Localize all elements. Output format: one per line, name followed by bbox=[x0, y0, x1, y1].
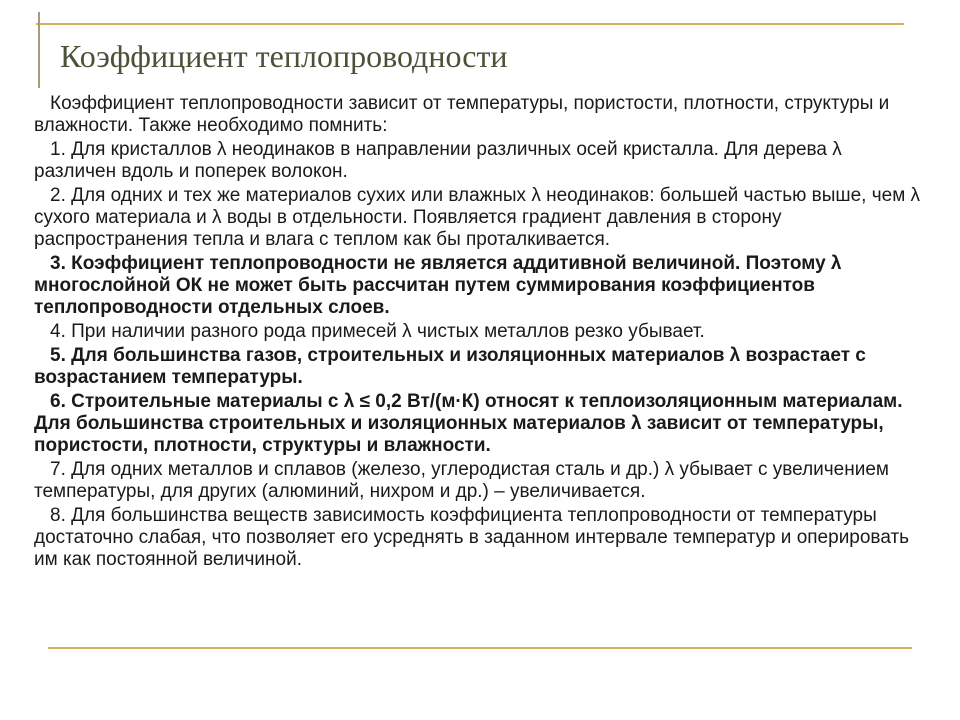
paragraph-item-5: 5. Для большинства газов, строительных и изоляционных материалов λ возрастает с возрастанием температуры. bbox=[34, 345, 866, 388]
slide-title: Коэффициент теплопроводности bbox=[60, 38, 508, 74]
paragraph-item-7: 7. Для одних металлов и сплавов (железо, углеродистая сталь и др.) λ убывает с увеличением температуры, для других (алюминий, нихром и др.) – увеличивается. bbox=[34, 459, 889, 502]
paragraph-item-8: 8. Для большинства веществ зависимость коэффициента теплопроводности от температуры достаточно слабая, что позволяет его усреднять в заданном интервале температур и оперировать им как постоянной величиной. bbox=[34, 505, 910, 570]
bottom-decorative-line bbox=[48, 647, 912, 649]
paragraph-item-1: 1. Для кристаллов λ неодинаков в направлении различных осей кристалла. Для дерева λ различен вдоль и поперек волокон. bbox=[34, 139, 842, 182]
left-decorative-line bbox=[38, 12, 40, 88]
paragraph-intro: Коэффициент теплопроводности зависит от температуры, пористости, плотности, структуры и влажности. Также необходимо помнить: bbox=[34, 93, 890, 136]
top-decorative-line bbox=[36, 23, 904, 25]
paragraph-item-6: 6. Строительные материалы с λ ≤ 0,2 Вт/(м·К) относят к теплоизоляционным материалам. Для большинства строительных и изоляционных материалов λ зависит от температуры, пористости, плотности, структуры и влажности. bbox=[34, 391, 903, 456]
slide-body bbox=[34, 93, 922, 573]
paragraph-item-4: 4. При наличии разного рода примесей λ чистых металлов резко убывает. bbox=[50, 321, 705, 342]
paragraph-item-3: 3. Коэффициент теплопроводности не является аддитивной величиной. Поэтому λ многослойной ОК не может быть рассчитан путем суммирования коэффициентов теплопроводности отдельных слоев. bbox=[34, 253, 842, 318]
paragraph-item-2: 2. Для одних и тех же материалов сухих или влажных λ неодинаков: большей частью выше, чем λ сухого материала и λ воды в отдельности. Появляется градиент давления в сторону распространения тепла и влага с теплом как бы проталкивается. bbox=[34, 185, 921, 250]
